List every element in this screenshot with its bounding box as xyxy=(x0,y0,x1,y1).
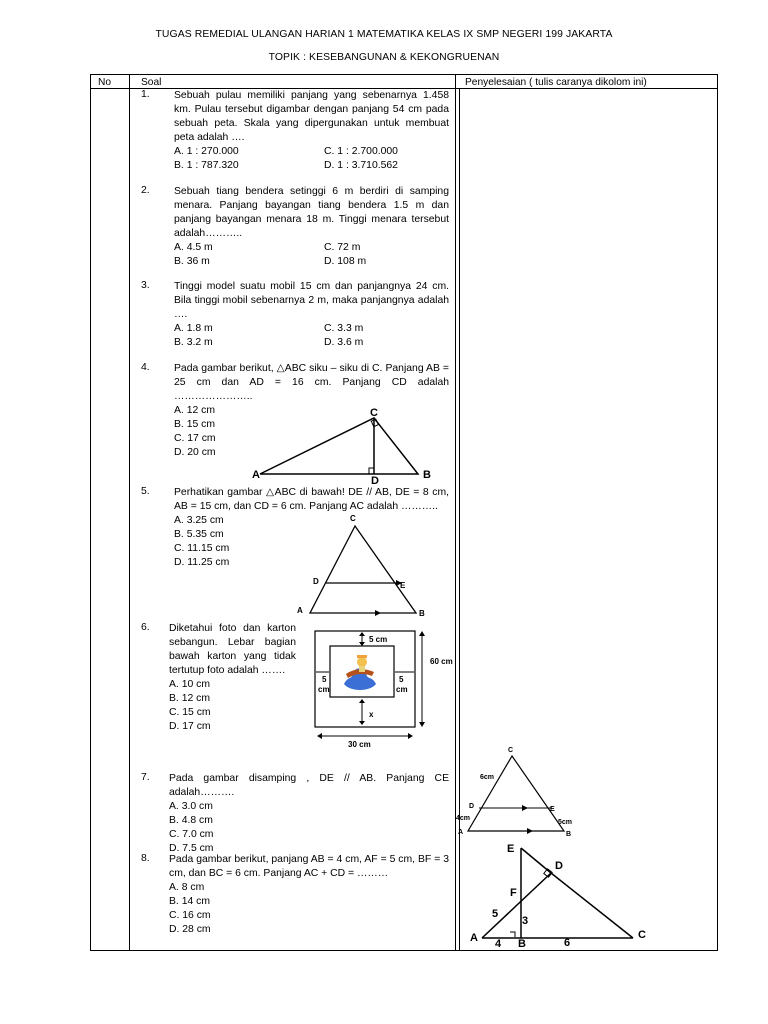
option-b: B. 12 cm xyxy=(169,693,210,704)
option-d: D. 20 cm xyxy=(174,447,216,458)
column-header-penyelesaian: Penyelesaian ( tulis caranya dikolom ini) xyxy=(465,77,647,88)
option-c: C. 17 cm xyxy=(174,433,216,444)
label-eb: 5cm xyxy=(558,819,573,826)
figure-triangle-de-parallel-ab xyxy=(292,512,438,620)
option-d: D. 7.5 cm xyxy=(169,843,214,854)
figure-triangle-afb-and-ebc xyxy=(466,840,656,948)
label-b: B xyxy=(423,469,431,481)
option-b: B. 14 cm xyxy=(169,896,210,907)
option-d: D. 1 : 3.710.562 xyxy=(324,160,398,171)
option-a: A. 4.5 m xyxy=(174,242,213,253)
label-left-b: cm xyxy=(318,685,330,694)
label-d: D xyxy=(555,860,563,872)
option-b: B. 4.8 cm xyxy=(169,815,213,826)
photo-picture-icon xyxy=(344,655,376,690)
option-a: A. 3.25 cm xyxy=(174,515,224,526)
question-text: Pada gambar berikut, panjang AB = 4 cm, AF = 5 cm, BF = 3 cm, dan BC = 6 cm. Panjang AC + CD = ……… xyxy=(169,854,449,879)
label-c: C xyxy=(370,407,378,419)
question-text: Diketahui foto dan karton sebangun. Lebar bagian bawah karton yang tidak tertutup foto adalah ……. xyxy=(169,623,296,676)
label-right-b: cm xyxy=(396,685,408,694)
label-right-a: 5 xyxy=(399,675,404,684)
option-a: A. 3.0 cm xyxy=(169,801,213,812)
label-bc: 6 xyxy=(564,937,571,948)
option-c: C. 1 : 2.700.000 xyxy=(324,146,398,157)
option-d: D. 108 m xyxy=(324,256,367,267)
figure-right-triangle-abc xyxy=(250,404,440,486)
label-d: D xyxy=(371,475,379,486)
question-1 xyxy=(174,89,449,173)
document-topic: TOPIK : KESEBANGUNAN & KEKONGRUENAN xyxy=(268,52,500,63)
question-7 xyxy=(169,772,449,856)
option-a: A. 10 cm xyxy=(169,679,210,690)
label-b: B xyxy=(419,609,425,618)
question-number: 7. xyxy=(141,772,150,783)
option-b: B. 15 cm xyxy=(174,419,215,430)
label-e: E xyxy=(550,806,555,813)
question-number: 3. xyxy=(141,280,150,291)
label-cd: 6cm xyxy=(480,774,495,781)
label-af: 5 xyxy=(492,908,499,920)
label-c: C xyxy=(638,929,646,941)
option-d: D. 11.25 cm xyxy=(174,557,230,568)
question-text: Perhatikan gambar △ABC di bawah! DE // AB, DE = 8 cm, AB = 15 cm, dan CD = 6 cm. Panjang AC adalah ……….. xyxy=(174,487,449,512)
label-f: F xyxy=(510,887,517,899)
label-d: D xyxy=(313,577,319,586)
question-text: Sebuah tiang bendera setinggi 6 m berdiri di samping menara. Panjang bayangan tiang bendera 1.5 m dan panjang bayangan menara 18 m. Tinggi menara tersebut adalah……….. xyxy=(174,186,449,239)
label-left-a: 5 xyxy=(322,675,327,684)
option-d: D. 3.6 m xyxy=(324,337,364,348)
question-8 xyxy=(169,853,449,937)
option-c: C. 72 m xyxy=(324,242,361,253)
label-d: D xyxy=(469,803,475,810)
option-c: C. 15 cm xyxy=(169,707,211,718)
question-number: 1. xyxy=(141,89,150,100)
question-text: Pada gambar disamping , DE // AB. Panjang CE adalah………. xyxy=(169,773,449,798)
document-title: TUGAS REMEDIAL ULANGAN HARIAN 1 MATEMATIKA KELAS IX SMP NEGERI 199 JAKARTA xyxy=(155,29,613,40)
question-text: Pada gambar berikut, △ABC siku – siku di C. Panjang AB = 25 cm dan AD = 16 cm. Panjang CD adalah ………………….. xyxy=(174,363,449,402)
label-b: B xyxy=(518,938,526,948)
label-a: A xyxy=(458,829,464,836)
option-b: B. 1 : 787.320 xyxy=(174,160,239,171)
question-number: 2. xyxy=(141,185,150,196)
option-c: C. 11.15 cm xyxy=(174,543,230,554)
option-b: B. 5.35 cm xyxy=(174,529,224,540)
question-number: 5. xyxy=(141,486,150,497)
label-width: 30 cm xyxy=(348,740,371,749)
question-3 xyxy=(174,280,449,350)
column-header-soal: Soal xyxy=(141,77,162,88)
label-c: C xyxy=(508,747,514,754)
label-a: A xyxy=(470,932,478,944)
label-a: A xyxy=(297,606,303,615)
label-bottom: x xyxy=(369,710,374,719)
column-header-no: No xyxy=(98,77,112,88)
option-d: D. 17 cm xyxy=(169,721,211,732)
option-c: C. 3.3 m xyxy=(324,323,364,334)
label-a: A xyxy=(252,469,260,481)
label-e: E xyxy=(507,843,515,855)
option-b: B. 3.2 m xyxy=(174,337,213,348)
label-ad: 4cm xyxy=(456,815,471,822)
option-c: C. 16 cm xyxy=(169,910,211,921)
label-ab: 4 xyxy=(495,938,502,948)
option-c: C. 7.0 cm xyxy=(169,829,214,840)
figure-photo-on-card xyxy=(306,626,454,750)
question-number: 4. xyxy=(141,362,150,373)
label-b: B xyxy=(566,831,572,838)
label-bf: 3 xyxy=(522,915,529,927)
question-number: 8. xyxy=(141,853,150,864)
option-a: A. 1.8 m xyxy=(174,323,213,334)
question-6 xyxy=(169,622,296,734)
question-2 xyxy=(174,185,449,269)
label-c: C xyxy=(350,514,356,523)
option-d: D. 28 cm xyxy=(169,924,211,935)
question-text: Sebuah pulau memiliki panjang yang sebenarnya 1.458 km. Pulau tersebut digambar dengan panjang 54 cm pada sebuah peta. Skala yang dipergunakan untuk membuat peta adalah …. xyxy=(174,90,449,143)
option-a: A. 12 cm xyxy=(174,405,215,416)
figure-triangle-de-parallel-ab-2 xyxy=(454,742,584,840)
question-number: 6. xyxy=(141,622,150,633)
label-top: 5 cm xyxy=(369,635,388,644)
question-text: Tinggi model suatu mobil 15 cm dan panjangnya 24 cm. Bila tinggi mobil sebenarnya 2 m, maka panjangnya adalah …. xyxy=(174,281,449,320)
label-e: E xyxy=(400,581,406,590)
option-a: A. 8 cm xyxy=(169,882,205,893)
option-a: A. 1 : 270.000 xyxy=(174,146,239,157)
label-height: 60 cm xyxy=(430,657,453,666)
option-b: B. 36 m xyxy=(174,256,210,267)
